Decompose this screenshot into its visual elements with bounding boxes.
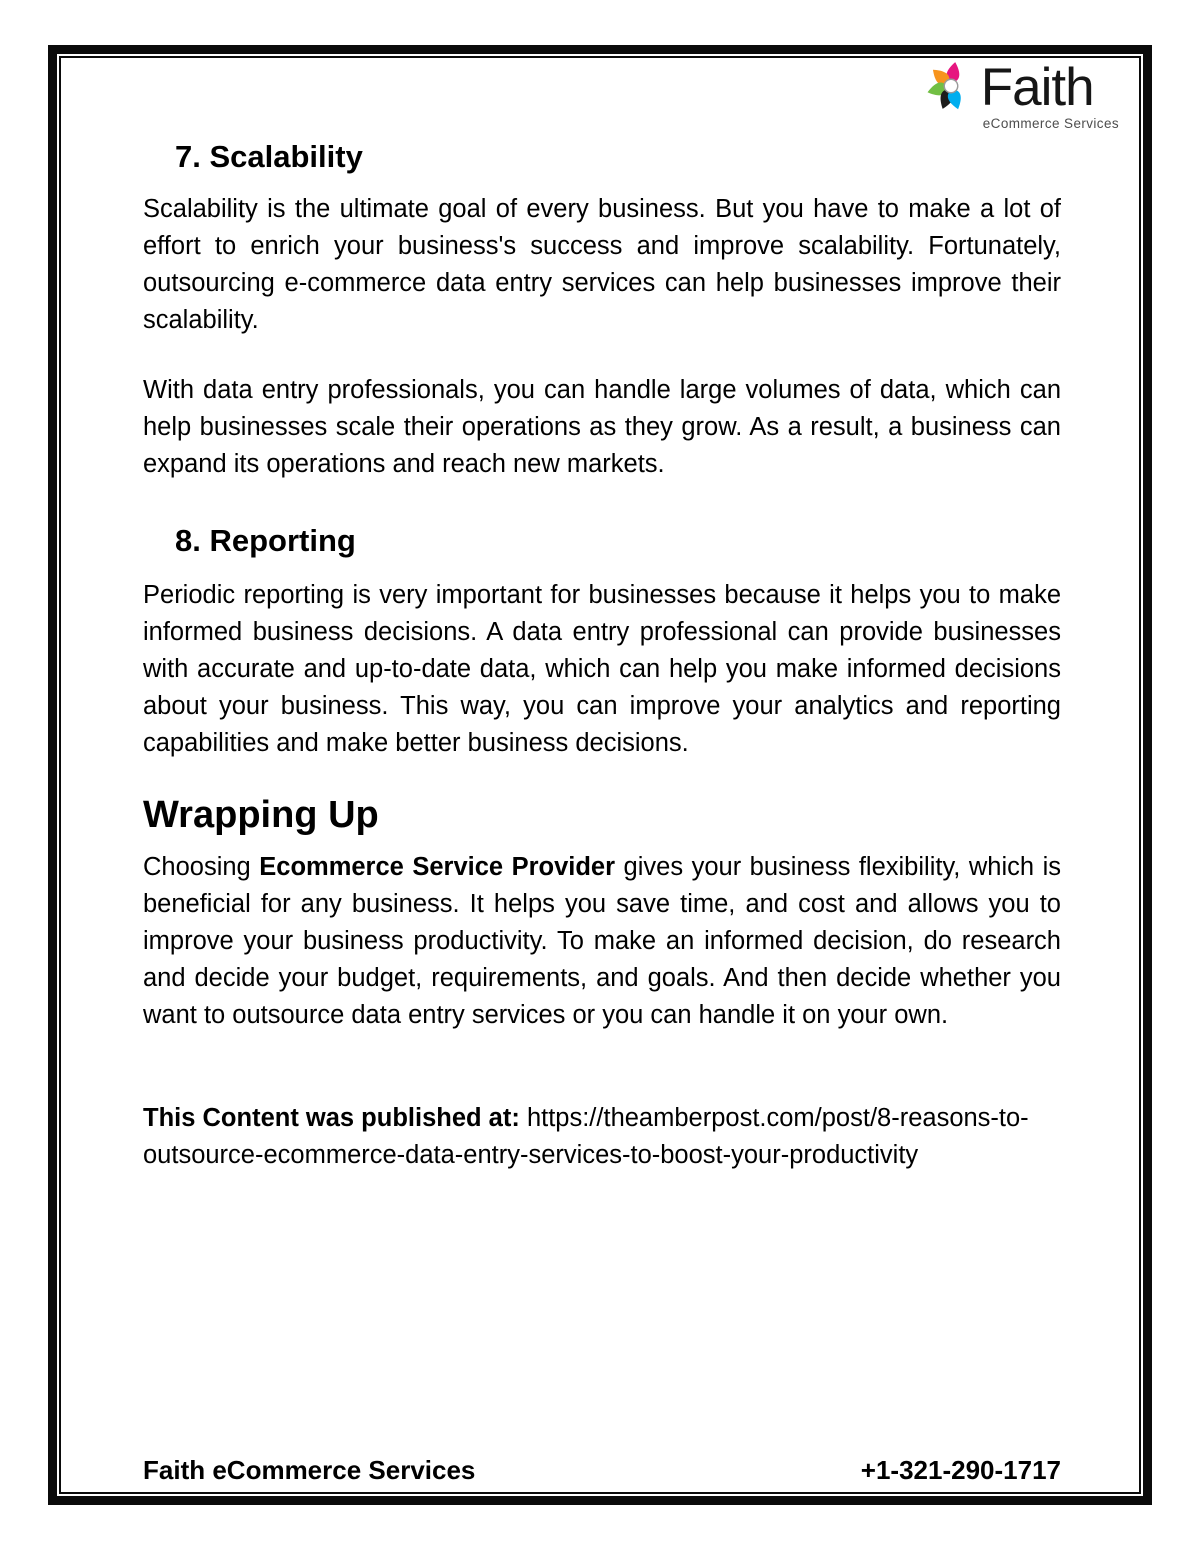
- logo-tagline: eCommerce Services: [982, 115, 1119, 131]
- brand-logo: [924, 59, 1119, 131]
- page-content: [61, 58, 1139, 1492]
- footer-phone-number: +1-321-290-1717: [860, 1455, 1061, 1485]
- paragraph-scalability-2: With data entry professionals, you can handle large volumes of data, which can help businesses scale their operations as they grow. As a result, a business can expand its operations and reach new markets.: [143, 375, 1061, 478]
- page-outer-border: [48, 45, 1152, 1505]
- logo-text: [980, 58, 1119, 131]
- heading-reporting: 8. Reporting: [175, 522, 356, 558]
- flower-center-circle: [944, 79, 958, 93]
- wrapping-up-text-pre: Choosing: [143, 852, 260, 881]
- paragraph-wrapping-up: [143, 849, 1061, 1034]
- wrapping-up-text-post: gives your business flexibility, which is beneficial for any business. It helps you save time, and cost and allows you to improve your business productivity. To make an informed decision, do research and decide your budget, requirements, and goals. And then decide whether you want to outsource data entry services or you can handle it on your own.: [143, 852, 1061, 1029]
- paragraph-scalability-1: Scalability is the ultimate goal of every business. But you have to make a lot of effort to enrich your business's success and improve scalability. Fortunately, outsourcing e-commerce data entry services can help businesses improve their scalability.: [143, 194, 1061, 334]
- page-footer: [143, 1455, 1061, 1485]
- published-at-paragraph: [143, 1100, 1061, 1174]
- logo-brand-name: Faith: [980, 58, 1094, 117]
- flower-logo-icon: [924, 59, 978, 113]
- published-at-label: This Content was published at:: [143, 1103, 520, 1132]
- heading-scalability: 7. Scalability: [175, 138, 363, 174]
- footer-company-name: Faith eCommerce Services: [143, 1455, 476, 1485]
- published-at-url[interactable]: https://theamberpost.com/post/8-reasons-to-outsource-ecommerce-data-entry-services-to-boost-your-productivity: [143, 1103, 1029, 1169]
- wrapping-up-text-bold: Ecommerce Service Provider: [259, 852, 616, 881]
- heading-wrapping-up: Wrapping Up: [143, 793, 379, 836]
- paragraph-reporting-1: Periodic reporting is very important for businesses because it helps you to make informed business decisions. A data entry professional can provide businesses with accurate and up-to-date data, which can help you make informed decisions about your business. This way, you can improve your analytics and reporting capabilities and make better business decisions.: [143, 580, 1061, 757]
- page-inner-border: [59, 56, 1141, 1494]
